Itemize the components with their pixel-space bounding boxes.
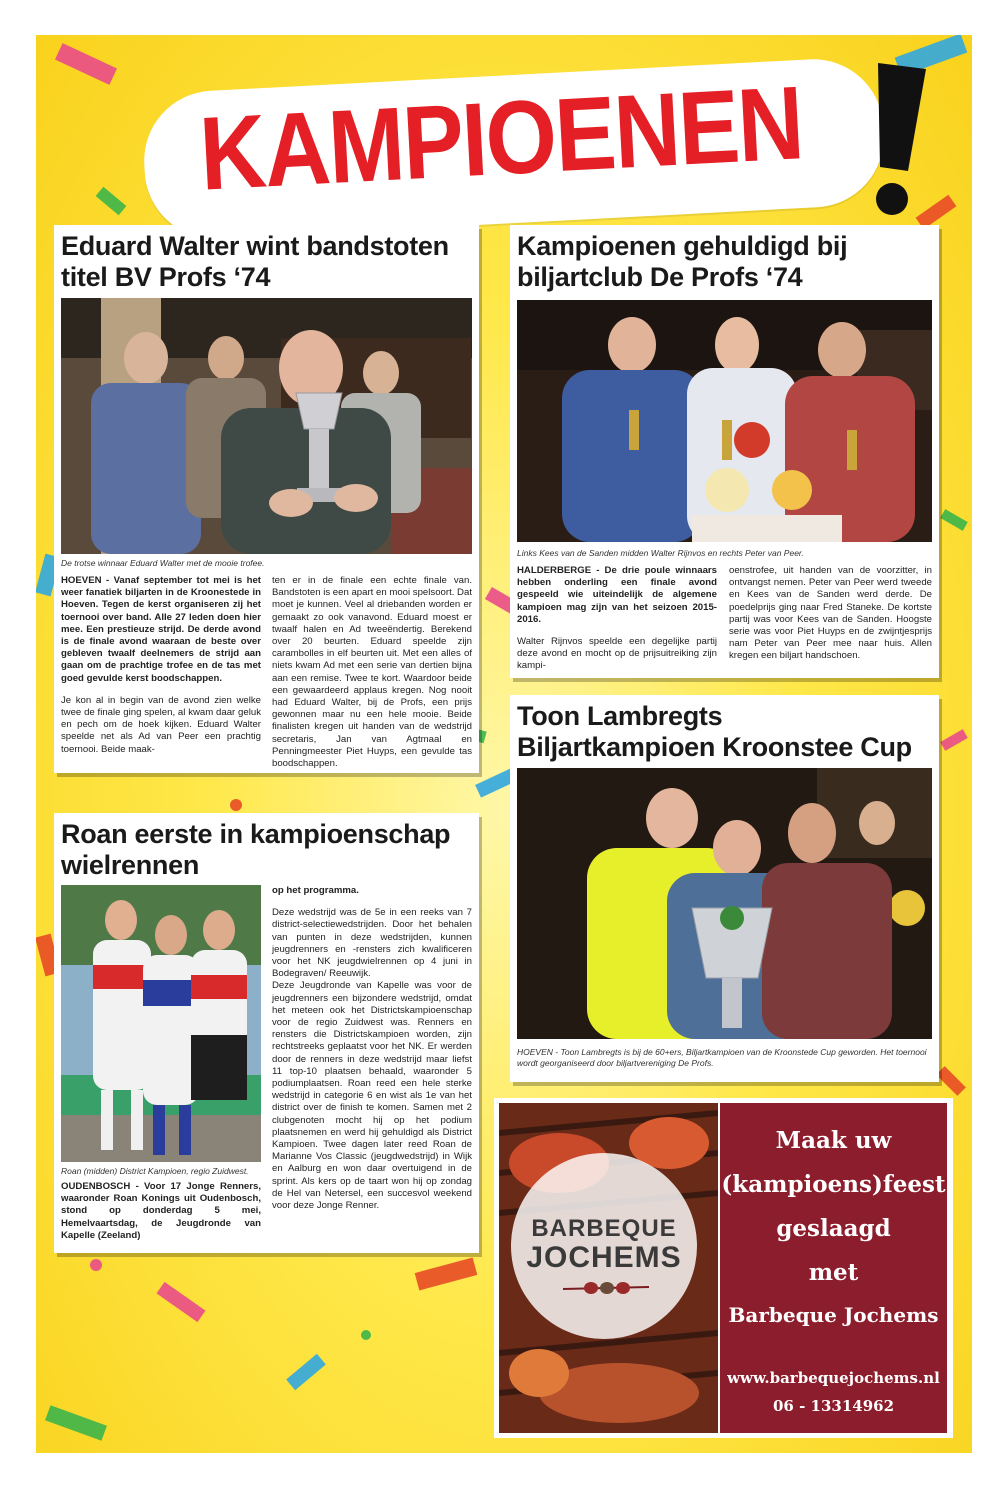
article-roan-photo [61,885,261,1162]
article-roan-caption: Roan (midden) District Kampioen, regio Zuidwest. [61,1166,249,1176]
article-lambregts [510,695,939,1082]
article-roan-column-1 [61,1181,261,1252]
ad-url: www.barbequejochems.nl [727,1369,940,1387]
article-lambregts-photo [517,768,932,1039]
banner-title: KAMPIOENEN [196,65,805,213]
article-walter [54,225,479,773]
article-walter-column-2 [272,575,472,780]
article-gehuldigd-paragraph: Walter Rijnvos speelde een degelijke partij deze avond en mocht op de prijsuitreiking zijn kampi- [517,636,717,672]
article-walter-column-1 [61,575,261,766]
article-gehuldigd-column-2 [729,565,932,673]
article-gehuldigd [510,225,939,678]
article-gehuldigd-lead: HALDERBERGE - De drie poule winnaars hebben onderling een finale avond gespeeld wie uiteindelijk de algemene kampioen mag zijn van het seizoen 2015-2016. [517,565,717,625]
ad-logo-line-2: JOCHEMS [526,1241,682,1274]
article-walter-caption: De trotse winnaar Eduard Walter met de mooie trofee. [61,558,265,568]
ad-line-1: Maak uw [775,1127,892,1154]
article-roan-column-2 [272,885,472,1222]
article-gehuldigd-headline: Kampioenen gehuldigd bij biljartclub De Profs ‘74 [517,231,848,292]
article-gehuldigd-caption: Links Kees van de Sanden midden Walter Rijnvos en rechts Peter van Peer. [517,548,804,558]
ad-phone: 06 - 13314962 [772,1397,895,1415]
ad-food-photo [499,1103,718,1433]
ad-line-5: Barbeque Jochems [728,1303,939,1327]
article-roan-lead: OUDENBOSCH - Voor 17 Jonge Renners, waaronder Roan Konings uit Oudenbosch, stond op donderdag 5 mei, Hemelvaartsdag, de Jeugdronde van Kapelle (Zeeland) [61,1181,261,1241]
article-gehuldigd-column-1 [517,565,717,683]
article-gehuldigd-photo [517,300,932,542]
article-roan [54,813,479,1253]
article-walter-lead: HOEVEN - Vanaf september tot mei is het weer fanatiek biljarten in de Kroonestede in Hoeven. Tegen de kerst organiseren zij het toernooi over band. Alle 27 leden doen hier mee. Een prestieuze strijd. De derde avond is de finale avond waaraan de beste over gebleven twaalf deelnemers de strijd aan gaan om de prachtige trofee en de tas met goed gevulde kerst boodschappen. [61,575,261,684]
newspaper-page [36,35,972,1453]
article-walter-headline: Eduard Walter wint bandstoten titel BV Profs ‘74 [61,231,449,292]
ad-logo-line-1: BARBEQUE [531,1215,677,1242]
skewer-icon [561,1277,651,1299]
ad-line-2: (kampioens)feest [721,1171,946,1198]
ad-line-4: met [808,1259,859,1286]
article-walter-paragraph: Je kon al in begin van de avond zien welke twee de finale ging spelen, al kwam daar geluk en pech om de hoek kijken. Eduard Walter speelde net als Ad van Peer een prachtig toernooi. Beide maak- [61,694,261,755]
ad-line-3: geslaagd [776,1215,891,1242]
exclamation-mark-icon [856,63,936,223]
article-lambregts-caption: HOEVEN - Toon Lambregts is bij de 60+ers, Biljartkampioen van de Kroonstede Cup geworden. Het toernooi wordt georganiseerd door biljartvereniging De Profs. [517,1047,927,1068]
article-roan-paragraph-2: Deze Jeugdronde van Kapelle was voor de jeugdrenners een bijzondere wedstrijd, omdat het meteen ook het Districtskampioenschap voor de regio Zuidwest was. Renners en rensters die Districtskampioen worden, zijn rechtstreeks geplaatst voor het NK. Er werden door de renners in deze wedstrijd maar liefst 11 top-10 plaatsen behaald, waaronder 5 podiumplaatsen. Roan reed een hele sterke wedstrijd in categorie 6 en wist als 1e van het district over de finish te komen. Samen met 2 clubgenoten mocht hij op het podium plaatsnemen en werd hij gehuldigd als District Kampioen. Twee dagen later reed Roan de Marianne Vos Classic (jeugdwedstrijd) in Wijk en Aalburg en won daar overtuigend in de sprint. Als kers op de taart won hij op zondag de Hel van Netersel, een succesvol weekend voor deze Jonge Renner. [272,980,472,1212]
article-lambregts-headline: Toon Lambregts Biljartkampioen Kroonstee Cup [517,701,912,762]
ad-text-panel [720,1103,947,1433]
article-walter-paragraph-2: ten er in de finale een echte finale van. Bandstoten is een apart en mooi spelsoort. Dat moet je kunnen. Veel al driebanden worden er gemaakt zo ook vanavond. Eduard moest er twaalf halen en Ad tweeëndertig. Berekend over 20 beurten. Eduard speelde zijn carambolles in elf beurten uit. Met een alles of niets kwam Ad met een serie van dertien bijna aan een remise. Twee te kort. Waardoor beide een gewaardeerd applaus kregen. Nog nooit had Eduard Walter, bij de Profs, een prijs gewonnen maar nu een hele mooie. Beide finalisten kregen uit handen van de wedstrijd secretaris, Jan van Agtmaal en Penningmeester Piet Huyps, een gevulde tas boodschappen. [272,575,472,770]
article-walter-photo [61,298,472,554]
article-roan-col2-lead: op het programma. [272,885,359,896]
article-gehuldigd-paragraph-2: oenstrofee, uit handen van de voorzitter, in ontvangst nemen. Peter van Peer werd tweede en Kees van de Sanden werd derde. De poedelprijs ging naar Fred Staneke. De kortste partij was voor Kees van de Sanden. Hoogste serie was voor Piet Huyps en de zwijntjesprijs nam Peter van Peer mee naar huis. Allen kregen een biljart handschoen. [729,565,932,662]
article-roan-paragraph-1: Deze wedstrijd was de 5e in een reeks van 7 district-selectiewedstrijden. Door het behalen van punten in deze wedstrijden, kunnen jeugdrenners en -rensters zich kwalificeren voor het NK jeugdwielrennen op 4 juni in Bodegraven/ Reeuwijk. [272,907,472,980]
article-roan-headline: Roan eerste in kampioenschap wielrennen [61,819,451,880]
